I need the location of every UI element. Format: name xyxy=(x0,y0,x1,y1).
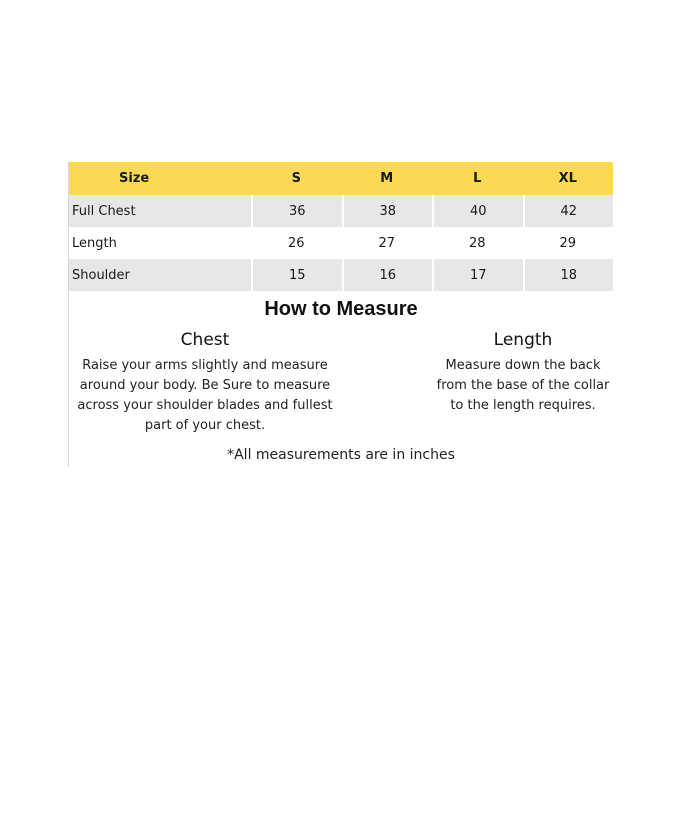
table-cell: 29 xyxy=(523,227,614,259)
length-heading: Length xyxy=(493,330,553,350)
size-header-l: L xyxy=(432,162,523,195)
table-cell: 18 xyxy=(523,259,614,291)
size-chart xyxy=(68,162,613,467)
table-cell: 16 xyxy=(342,259,433,291)
how-to-measure-title: How to Measure xyxy=(264,298,418,320)
chest-text xyxy=(69,356,341,436)
table-cell: 27 xyxy=(342,227,433,259)
length-line: to the length requires. xyxy=(450,398,596,413)
chest-line: part of your chest. xyxy=(144,418,266,433)
table-row-length xyxy=(69,227,613,259)
row-label-shoulder: Shoulder xyxy=(69,259,251,291)
length-text xyxy=(429,356,617,416)
table-row-full-chest xyxy=(69,195,613,227)
size-header-m: M xyxy=(342,162,433,195)
table-cell: 40 xyxy=(432,195,523,227)
chest-instructions xyxy=(69,330,341,436)
table-cell: 26 xyxy=(251,227,342,259)
chest-line: across your shoulder blades and fullest xyxy=(77,398,333,413)
chest-heading: Chest xyxy=(180,330,230,350)
chest-line: Raise your arms slightly and measure xyxy=(82,358,328,373)
table-cell: 36 xyxy=(251,195,342,227)
table-row-shoulder xyxy=(69,259,613,291)
length-instructions xyxy=(429,330,617,416)
table-cell: 28 xyxy=(432,227,523,259)
table-cell: 17 xyxy=(432,259,523,291)
length-line: Measure down the back xyxy=(445,358,601,373)
measurement-note: *All measurements are in inches xyxy=(227,447,455,463)
size-header-label: Size xyxy=(69,162,251,195)
length-line: from the base of the collar xyxy=(436,378,610,393)
row-label-length: Length xyxy=(69,227,251,259)
row-label-full-chest: Full Chest xyxy=(69,195,251,227)
table-cell: 15 xyxy=(251,259,342,291)
size-header-xl: XL xyxy=(523,162,614,195)
size-header-s: S xyxy=(251,162,342,195)
chest-line: around your body. Be Sure to measure xyxy=(79,378,331,393)
table-cell: 42 xyxy=(523,195,614,227)
size-table xyxy=(69,162,613,291)
table-cell: 38 xyxy=(342,195,433,227)
size-header-row xyxy=(69,162,613,195)
